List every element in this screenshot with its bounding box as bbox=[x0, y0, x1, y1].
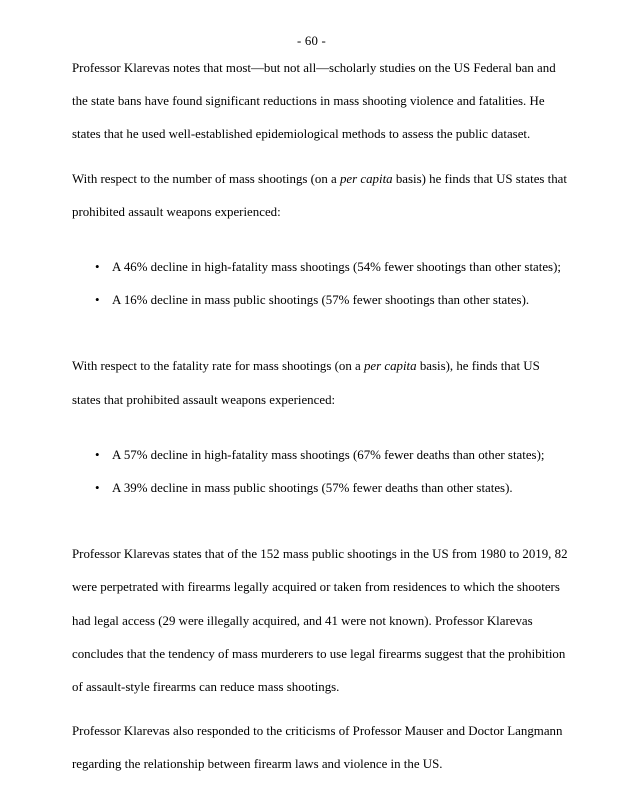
paragraph-text-lead: With respect to the fatality rate for mass shootings (on a bbox=[72, 359, 364, 374]
page-number: - 60 - bbox=[297, 34, 326, 48]
paragraph-klarevas-studies: Professor Klarevas notes that most—but not all—scholarly studies on the US Federal ban and the state bans have found significant reductions in mass shooting violence and fatalities. He states that he used well-established epidemiological methods to assess the public dataset. bbox=[72, 61, 556, 142]
paragraph-number-mass-shootings bbox=[72, 163, 568, 229]
paragraph-text-lead: With respect to the number of mass shootings (on a bbox=[72, 171, 340, 186]
bullet-point-icon: • bbox=[95, 293, 100, 308]
per-capita-italic: per capita bbox=[339, 171, 393, 186]
list-item-label: A 16% decline in mass public shootings (57% fewer shootings than other states). bbox=[112, 293, 530, 308]
paragraph-mass-public-shootings-stats: Professor Klarevas states that of the 152 mass public shootings in the US from 1980 to 2019, 82 were perpetrated with firearms legally acquired or taken from residences to which the shooters had legal access (29 were illegally acquired, and 41 were not known). Professor Klarevas concludes that the tendency of mass murderers to use legal firearms suggest that the prohibition of assault-style firearms can reduce mass shootings. bbox=[72, 547, 568, 695]
paragraph-text-tail: basis), he finds that US states that prohibited assault weapons experienced: bbox=[72, 359, 540, 407]
per-capita-italic: per capita bbox=[363, 359, 417, 374]
bullet-point-icon: • bbox=[95, 447, 100, 462]
paragraph-text-tail: basis) he finds that US states that prohibited assault weapons experienced: bbox=[72, 171, 567, 219]
list-item-label: A 57% decline in high-fatality mass shootings (67% fewer deaths than other states); bbox=[112, 447, 545, 462]
list-item-label: A 46% decline in high-fatality mass shootings (54% fewer shootings than other states); bbox=[112, 260, 561, 275]
list-item bbox=[72, 472, 568, 505]
list-item bbox=[72, 251, 568, 284]
bullet-list-fatality-declines bbox=[72, 439, 568, 505]
document-body bbox=[72, 52, 568, 782]
paragraph-response-to-criticisms: Professor Klarevas also responded to the criticisms of Professor Mauser and Doctor Langmann regarding the relationship between firearm laws and violence in the US. bbox=[72, 724, 563, 772]
paragraph-fatality-rate bbox=[72, 350, 568, 416]
list-item bbox=[72, 284, 568, 317]
list-item-label: A 39% decline in mass public shootings (57% fewer deaths than other states). bbox=[112, 481, 513, 496]
bullet-list-shooting-declines bbox=[72, 251, 568, 317]
list-item bbox=[72, 439, 568, 472]
bullet-point-icon: • bbox=[95, 481, 100, 496]
bullet-point-icon: • bbox=[95, 260, 100, 275]
